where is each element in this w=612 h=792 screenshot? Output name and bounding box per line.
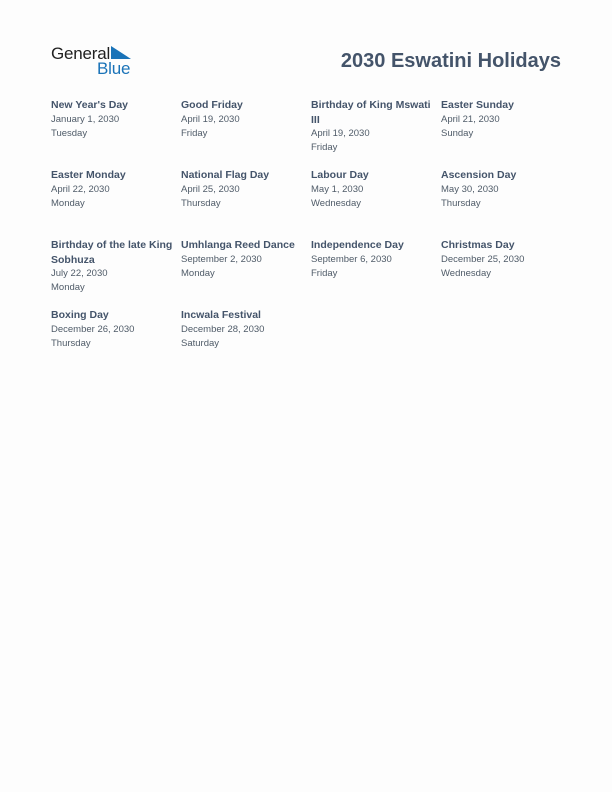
- holiday-date: December 26, 2030: [51, 323, 135, 335]
- generalblue-logo: [51, 44, 141, 78]
- holiday-item: [311, 168, 441, 238]
- holiday-name: Independence Day: [311, 239, 404, 251]
- holiday-weekday: Friday: [311, 142, 338, 153]
- holiday-weekday: Friday: [311, 267, 338, 279]
- holiday-weekday: Wednesday: [441, 267, 491, 279]
- holiday-date: September 6, 2030: [311, 253, 392, 265]
- holiday-name: Good Friday: [181, 99, 243, 111]
- holiday-date: April 19, 2030: [311, 128, 370, 139]
- holiday-item: [311, 98, 441, 168]
- holiday-name: Easter Sunday: [441, 99, 514, 111]
- holiday-name: Boxing Day: [51, 309, 109, 321]
- holiday-weekday: Monday: [51, 197, 85, 209]
- holiday-name: Christmas Day: [441, 239, 515, 251]
- holiday-item: [181, 238, 311, 308]
- holiday-weekday: Thursday: [51, 337, 91, 349]
- holiday-weekday: Saturday: [181, 337, 220, 349]
- holiday-grid: [51, 98, 571, 378]
- holiday-date: April 21, 2030: [441, 113, 500, 125]
- holiday-weekday: Thursday: [181, 197, 221, 209]
- holiday-weekday: Tuesday: [51, 127, 88, 139]
- holiday-date: December 25, 2030: [441, 253, 525, 265]
- holiday-date: July 22, 2030: [51, 268, 108, 279]
- holiday-name: Easter Monday: [51, 169, 126, 181]
- page-title: 2030 Eswatini Holidays: [340, 50, 561, 72]
- holiday-item: [181, 98, 311, 168]
- holiday-item: [441, 238, 571, 308]
- holiday-date: January 1, 2030: [51, 113, 120, 125]
- holiday-weekday: Monday: [181, 267, 215, 279]
- holiday-name: New Year's Day: [51, 99, 129, 111]
- holiday-weekday: Wednesday: [311, 197, 361, 209]
- logo-word-blue: Blue: [97, 59, 131, 78]
- holiday-name: Ascension Day: [441, 169, 517, 181]
- holiday-name: Incwala Festival: [181, 309, 261, 321]
- logo-word-general: General: [51, 44, 111, 63]
- holiday-date: May 1, 2030: [311, 183, 364, 195]
- holiday-name: Umhlanga Reed Dance: [181, 239, 295, 251]
- holiday-name: Birthday of the late King Sobhuza: [51, 239, 173, 266]
- holiday-weekday: Monday: [51, 282, 85, 293]
- holiday-item: [181, 308, 311, 378]
- holiday-date: December 28, 2030: [181, 323, 265, 335]
- holiday-name: Birthday of King Mswati III: [311, 99, 431, 126]
- holiday-date: April 19, 2030: [181, 113, 240, 125]
- holiday-item: [51, 168, 181, 238]
- holiday-item: [441, 168, 571, 238]
- holiday-date: April 22, 2030: [51, 183, 110, 195]
- holiday-item: [51, 238, 181, 308]
- holiday-weekday: Thursday: [441, 197, 481, 209]
- holiday-weekday: Friday: [181, 127, 208, 139]
- holiday-item: [51, 308, 181, 378]
- holiday-date: May 30, 2030: [441, 183, 499, 195]
- holiday-name: National Flag Day: [181, 169, 270, 181]
- holiday-date: September 2, 2030: [181, 253, 262, 265]
- holiday-weekday: Sunday: [441, 127, 474, 139]
- holiday-item: [441, 98, 571, 168]
- holiday-item: [51, 98, 181, 168]
- holiday-item: [181, 168, 311, 238]
- holiday-date: April 25, 2030: [181, 183, 240, 195]
- holiday-name: Labour Day: [311, 169, 369, 181]
- holiday-item: [311, 238, 441, 308]
